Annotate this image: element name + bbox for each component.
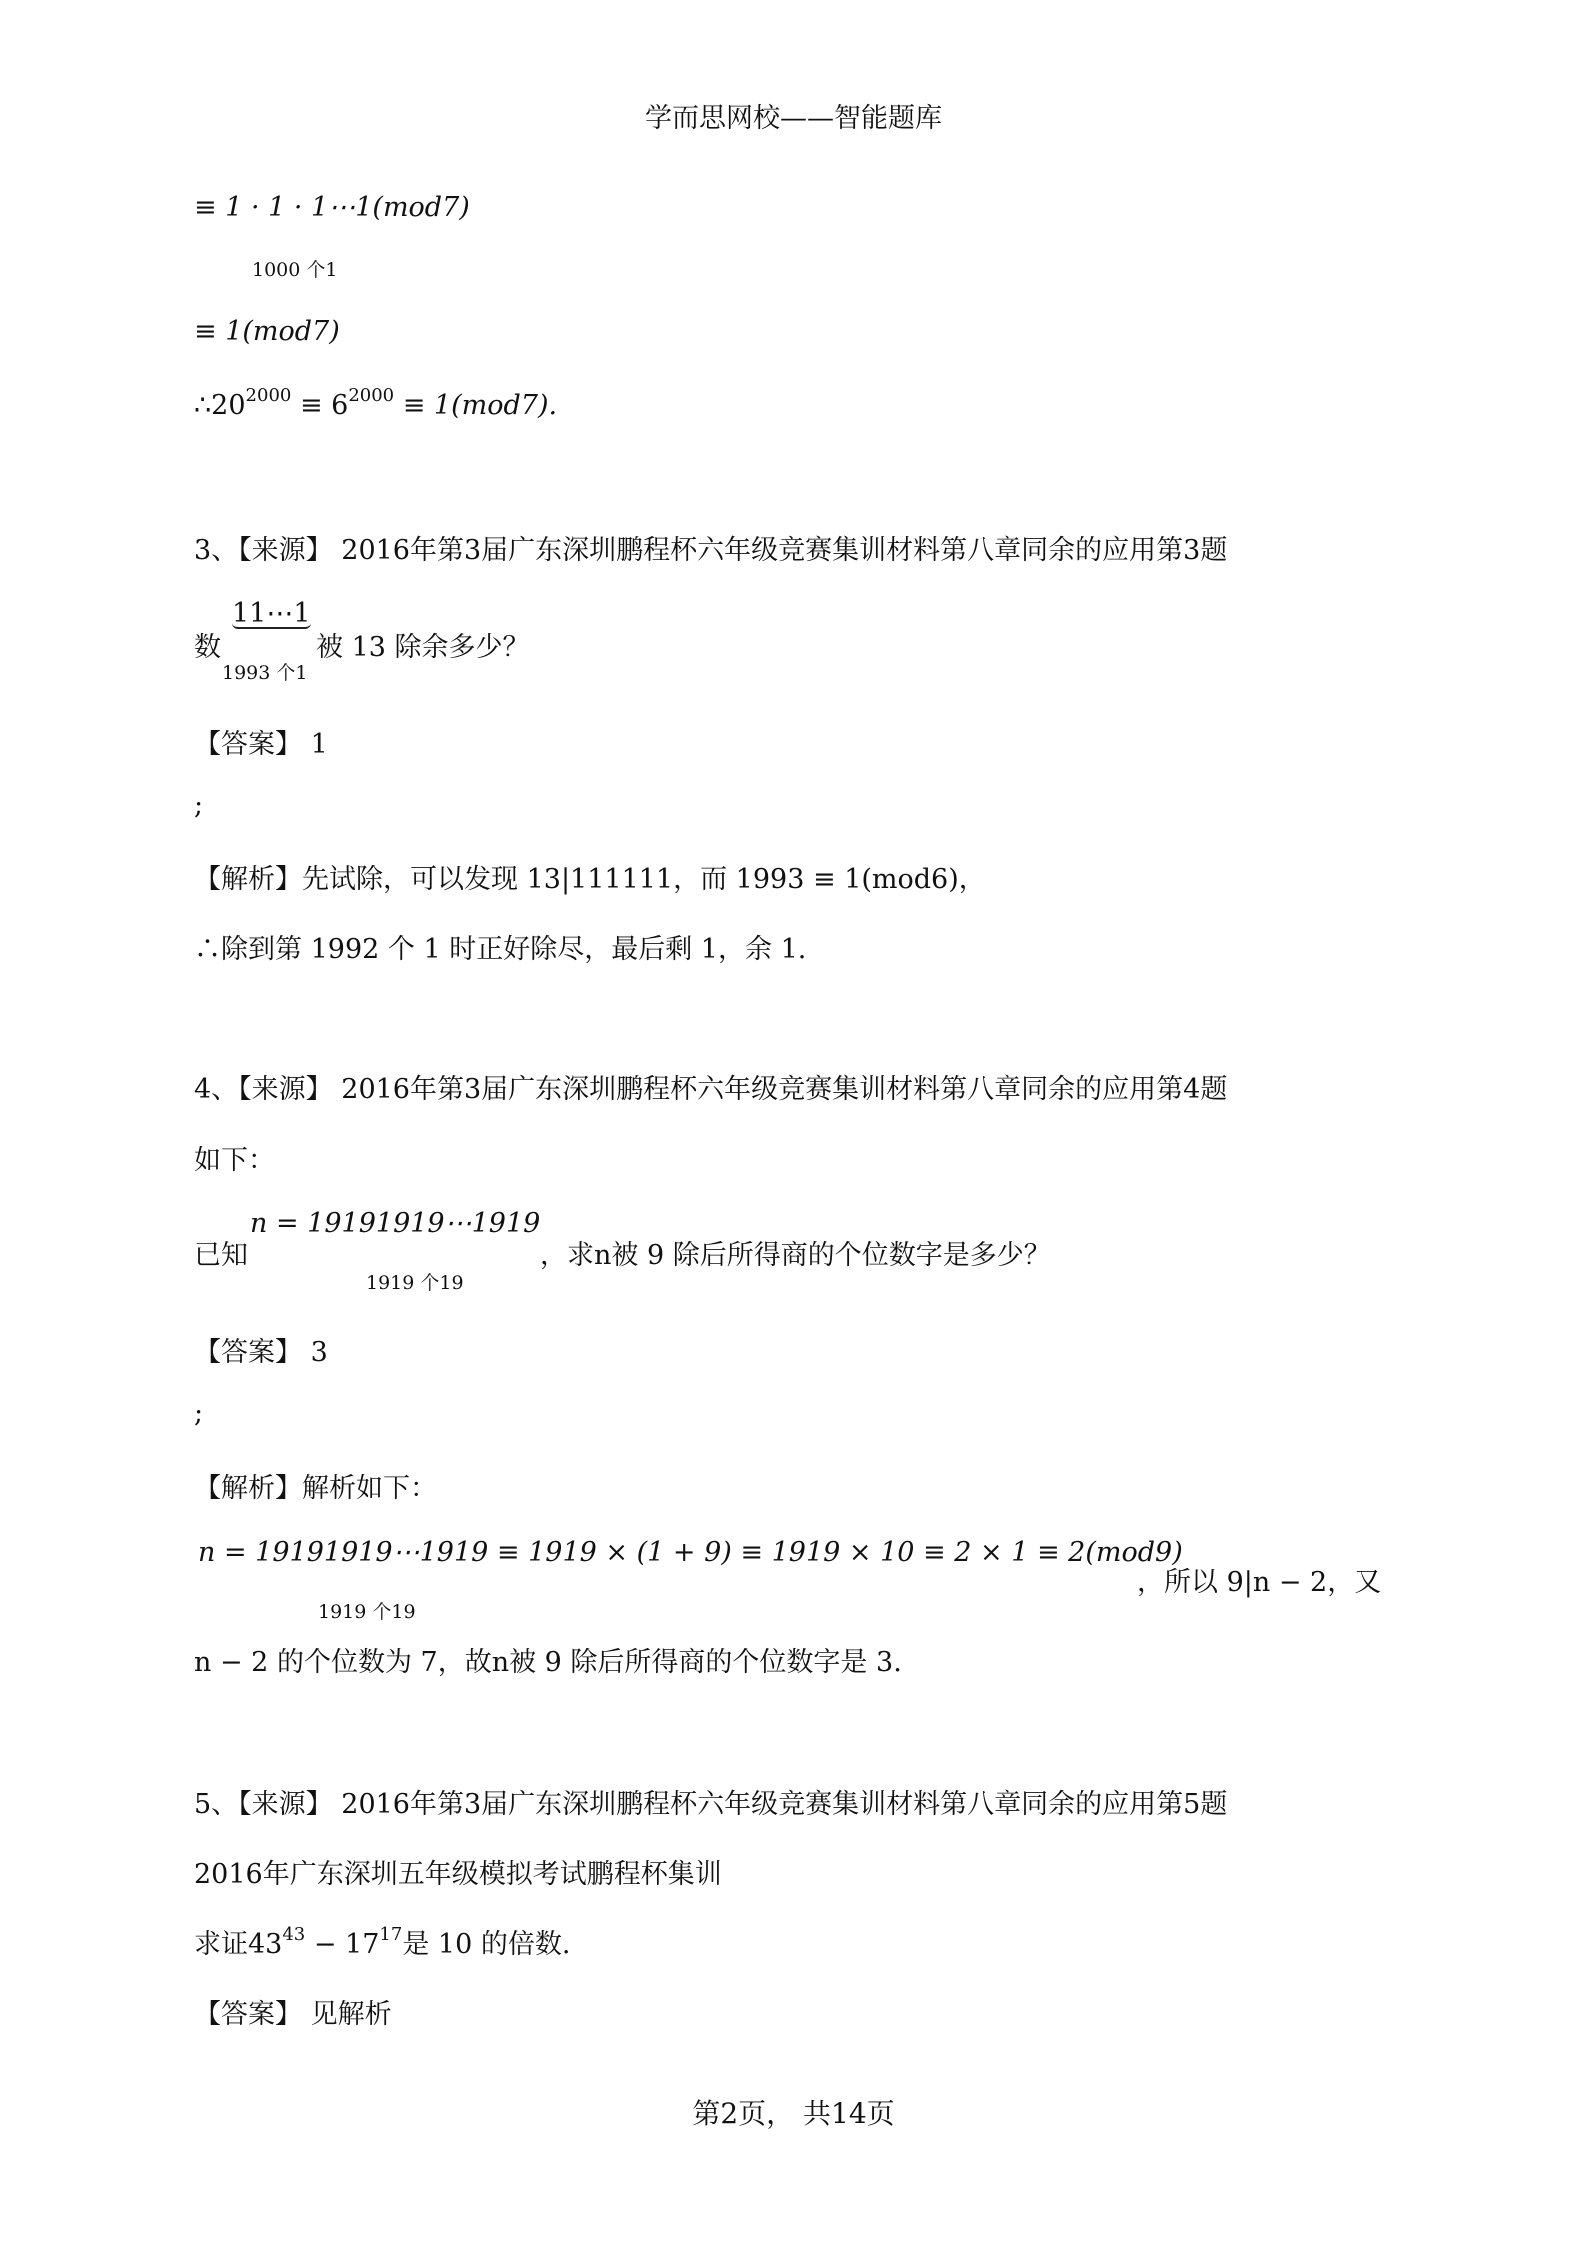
q5-stem: 求证$43^{43} - 17^{17}$是 10 的倍数. (194, 1924, 571, 1960)
q5-source-2: 2016年广东深圳五年级模拟考试鹏程杯集训 (194, 1859, 722, 1890)
q3-stem-note: 1993 个1 (222, 662, 308, 684)
q3-analysis-2: ∴除到第 1992 个 1 时正好除尽，最后剩 1，余 1. (194, 934, 807, 965)
prev-line-1-note: 1000 个1 (252, 259, 338, 281)
page-footer: 第2页， 共14页 (692, 2097, 895, 2130)
q4-analysis-1: 【解析】解析如下： (194, 1473, 437, 1504)
q4-source: 4、【来源】 2016年第3届广东深圳鹏程杯六年级竞赛集训材料第八章同余的应用第4题 (194, 1074, 1228, 1105)
prev-line-2: ≡ 1(mod7) (194, 316, 340, 347)
q4-analysis-tail: ，所以 9|n − 2，又 (1137, 1567, 1382, 1598)
q4-stem-suffix: ，求n被 9 除后所得商的个位数字是多少？ (540, 1240, 1051, 1271)
q3-answer: 【答案】 1 (194, 729, 328, 760)
prev-line-1: ≡ 1 · 1 · 1⋯1(mod7) (194, 192, 470, 223)
page-header: 学而思网校——智能题库 (645, 103, 942, 134)
q4-stem-note: 1919 个19 (366, 1272, 464, 1294)
q4-semicolon: ; (194, 1398, 204, 1429)
q3-stem-number: 11⋯1 (232, 598, 311, 629)
q4-analysis-2: n − 2 的个位数为 7，故n被 9 除后所得商的个位数字是 3. (194, 1647, 902, 1678)
q4-answer: 【答案】 3 (194, 1337, 328, 1368)
prev-line-3: $\therefore 20^{2000} \equiv 6^{2000} \equiv 1(mod7)$. (194, 385, 558, 421)
q5-answer: 【答案】 见解析 (194, 1999, 392, 2030)
q5-source: 5、【来源】 2016年第3届广东深圳鹏程杯六年级竞赛集训材料第八章同余的应用第5题 (194, 1789, 1228, 1820)
q4-analysis-formula: n = 19191919⋯1919 ≡ 1919 × (1 + 9) ≡ 1919 × 10 ≡ 2 × 1 ≡ 2(mod9) (198, 1537, 1183, 1568)
q3-analysis-1: 【解析】先试除，可以发现 13|111111，而 1993 ≡ 1(mod6)， (194, 864, 986, 895)
q4-intro: 如下： (194, 1145, 275, 1176)
q3-stem-prefix: 数 (194, 632, 221, 663)
q3-source: 3、【来源】 2016年第3届广东深圳鹏程杯六年级竞赛集训材料第八章同余的应用第3题 (194, 535, 1228, 566)
q4-analysis-note: 1919 个19 (318, 1601, 416, 1623)
q3-stem-suffix: 被 13 除余多少？ (316, 632, 530, 663)
q4-stem-prefix: 已知 (194, 1240, 248, 1271)
q3-semicolon: ; (194, 790, 204, 821)
q4-stem-formula: n = 19191919⋯1919 (250, 1208, 541, 1239)
